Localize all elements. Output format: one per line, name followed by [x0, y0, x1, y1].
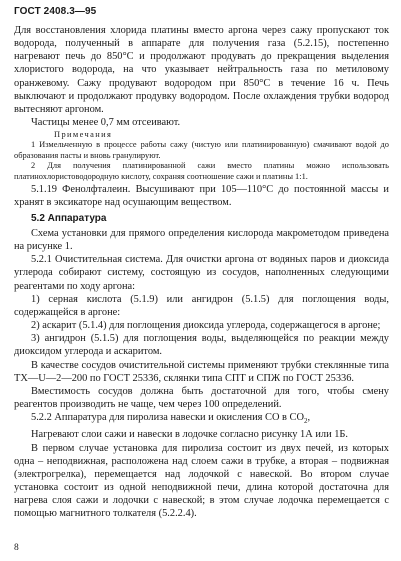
- document-header: ГОСТ 2408.3—95: [14, 6, 97, 17]
- page-number: 8: [14, 543, 19, 553]
- paragraph-5-2-2-comma: ,: [307, 412, 311, 424]
- paragraph-platinum-reduction: Для восстановления хлорида платины вместо аргона через сажу пропускают ток водорода, полученный в аппарате для получения газа (5.2.15), постепенно нагревают печь до 850°С и продолжают продувать до прекращения выделения хлористого водорода, на что указывает нейтральность газа по метиловому оранжевому. Сажу продувают водородом при 850°С в течение 16 ч. Печь выключают и продолжают продувку водородом. После охлаждения трубки водород вытесняют аргоном.: [14, 25, 389, 115]
- list-item-1: 1) серная кислота (5.1.9) или ангидрон (5.1.5) для поглощения воды, содержащейся в аргоне:: [14, 293, 389, 318]
- paragraph-sieving: Частицы менее 0,7 мм отсеивают.: [31, 117, 181, 129]
- notes-heading: Примечания: [54, 130, 113, 140]
- paragraph-capacity: Вместимость сосудов должна быть достаточной для того, чтобы смену реагентов производить не чаще, чем через 100 определений.: [14, 385, 389, 410]
- list-item-3: 3) ангидрон (5.1.5) для поглощения воды, выделяющейся по реакции между диоксидом углерода и аскаритом.: [14, 333, 389, 358]
- list-item-2: 2) аскарит (5.1.4) для поглощения диоксида углерода, содержащегося в аргоне;: [31, 320, 381, 332]
- note-2: 2 Для получения платинированной сажи вместо платины можно использовать платинохлористоводородную кислоту, сохраняя соотношение сажи и платины 1:1.: [14, 161, 389, 182]
- paragraph-5-1-19: 5.1.19 Фенолфталеин. Высушивают при 105—110°С до постоянной массы и хранят в эксикаторе над осушающим веществом.: [14, 183, 389, 208]
- paragraph-5-2-2: [14, 411, 389, 428]
- paragraph-vessels: В качестве сосудов очистительной системы применяют трубки стеклянные типа ТХ—U—2—200 по ГОСТ 25336, склянки типа СПТ и СПЖ по ГОСТ 25336.: [14, 359, 389, 384]
- section-title-5-2: 5.2 Аппаратура: [31, 212, 107, 224]
- document-body: [14, 24, 389, 520]
- note-1: 1 Измельченную в процессе работы сажу (чистую или платинированную) смачивают водой до образования пасты и вновь гранулируют.: [14, 140, 389, 160]
- paragraph-5-2-1: 5.2.1 Очистительная система. Для очистки аргона от водяных паров и диоксида углерода собирают систему, состоящую из сосудов, наполненных следующими реагентами по ходу аргона:: [14, 254, 389, 292]
- paragraph-heating: Нагревают слои сажи и навески в лодочке согласно рисунку 1А или 1Б.: [31, 429, 348, 441]
- subscript-2: 2: [304, 417, 308, 426]
- paragraph-pyrolysis-setup: В первом случае установка для пиролиза состоит из двух печей, из которых одна – неподвижная, расположена над слоем сажи в трубке, а вторая – подвижная (электрогрелка), перемещается над лодочкой с навеской. Во втором случае установка состоит из одной неподвижной печи, длина которой достаточна для нагрева слоя сажи и лодочки с навеской; в этом случае лодочка перемещается с помощью магнитного толкателя (5.2.2.4).: [14, 442, 389, 520]
- paragraph-scheme: Схема установки для прямого определения кислорода макрометодом приведена на рисунке 1.: [14, 227, 389, 253]
- paragraph-5-2-2-text: 5.2.2 Аппаратура для пиролиза навески и окисления СО в СО: [31, 412, 304, 424]
